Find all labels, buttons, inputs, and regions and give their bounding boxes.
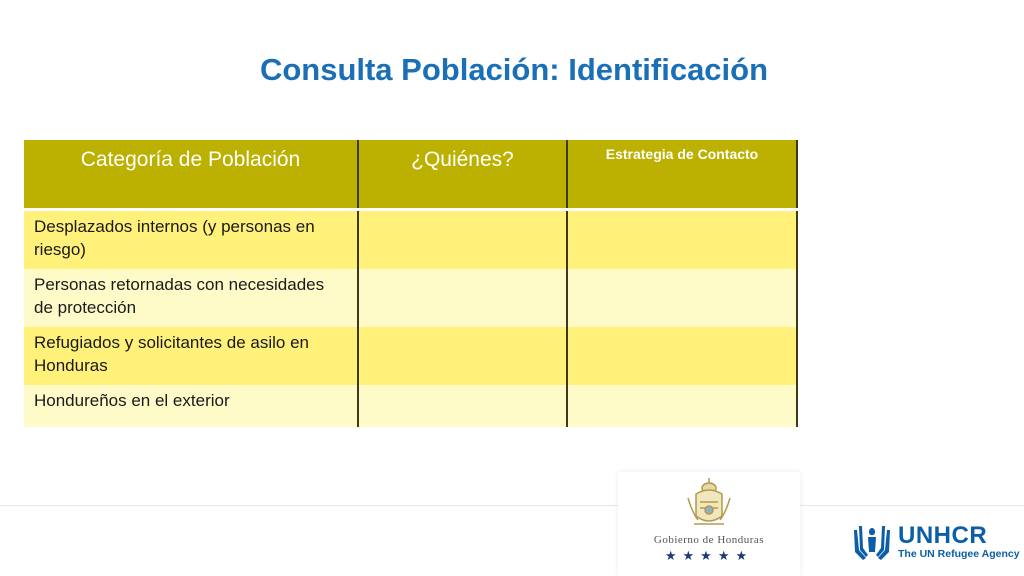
population-table [24, 140, 797, 427]
unhcr-tagline: The UN Refugee Agency [898, 548, 1020, 560]
unhcr-hands-icon [850, 522, 894, 562]
table-cell-category: Personas retornadas con necesidades de protección [24, 269, 358, 327]
header-label: Estrategia de Contacto [605, 146, 759, 162]
table-cell-estrategia [567, 269, 797, 327]
unhcr-logo [850, 520, 1020, 564]
table-row [24, 327, 797, 385]
footer-divider [0, 505, 1024, 506]
coat-of-arms-icon [618, 472, 800, 534]
table-row [24, 269, 797, 327]
table-cell-category: Refugiados y solicitantes de asilo en Honduras [24, 327, 358, 385]
table-row [24, 210, 797, 270]
table-header-row [24, 140, 797, 210]
table-cell-category: Hondureños en el exterior [24, 385, 358, 427]
table-cell-estrategia [567, 210, 797, 270]
government-stars: ★★★★★ [664, 548, 754, 563]
table-cell-quienes [358, 385, 567, 427]
header-estrategia [567, 140, 797, 210]
government-logo [618, 472, 800, 576]
header-label: Categoría de Población [80, 148, 301, 171]
header-categoria [24, 140, 358, 210]
header-quienes [358, 140, 567, 210]
table-cell-estrategia [567, 327, 797, 385]
header-label: ¿Quiénes? [411, 148, 514, 171]
slide-title: Consulta Población: Identificación [259, 52, 769, 87]
table-cell-quienes [358, 327, 567, 385]
table-cell-quienes [358, 269, 567, 327]
table-cell-category: Desplazados internos (y personas en riesgo) [24, 210, 358, 270]
government-name: Gobierno de Honduras [653, 534, 765, 546]
unhcr-name: UNHCR [898, 522, 988, 549]
table-row [24, 385, 797, 427]
table-cell-quienes [358, 210, 567, 270]
table-cell-estrategia [567, 385, 797, 427]
